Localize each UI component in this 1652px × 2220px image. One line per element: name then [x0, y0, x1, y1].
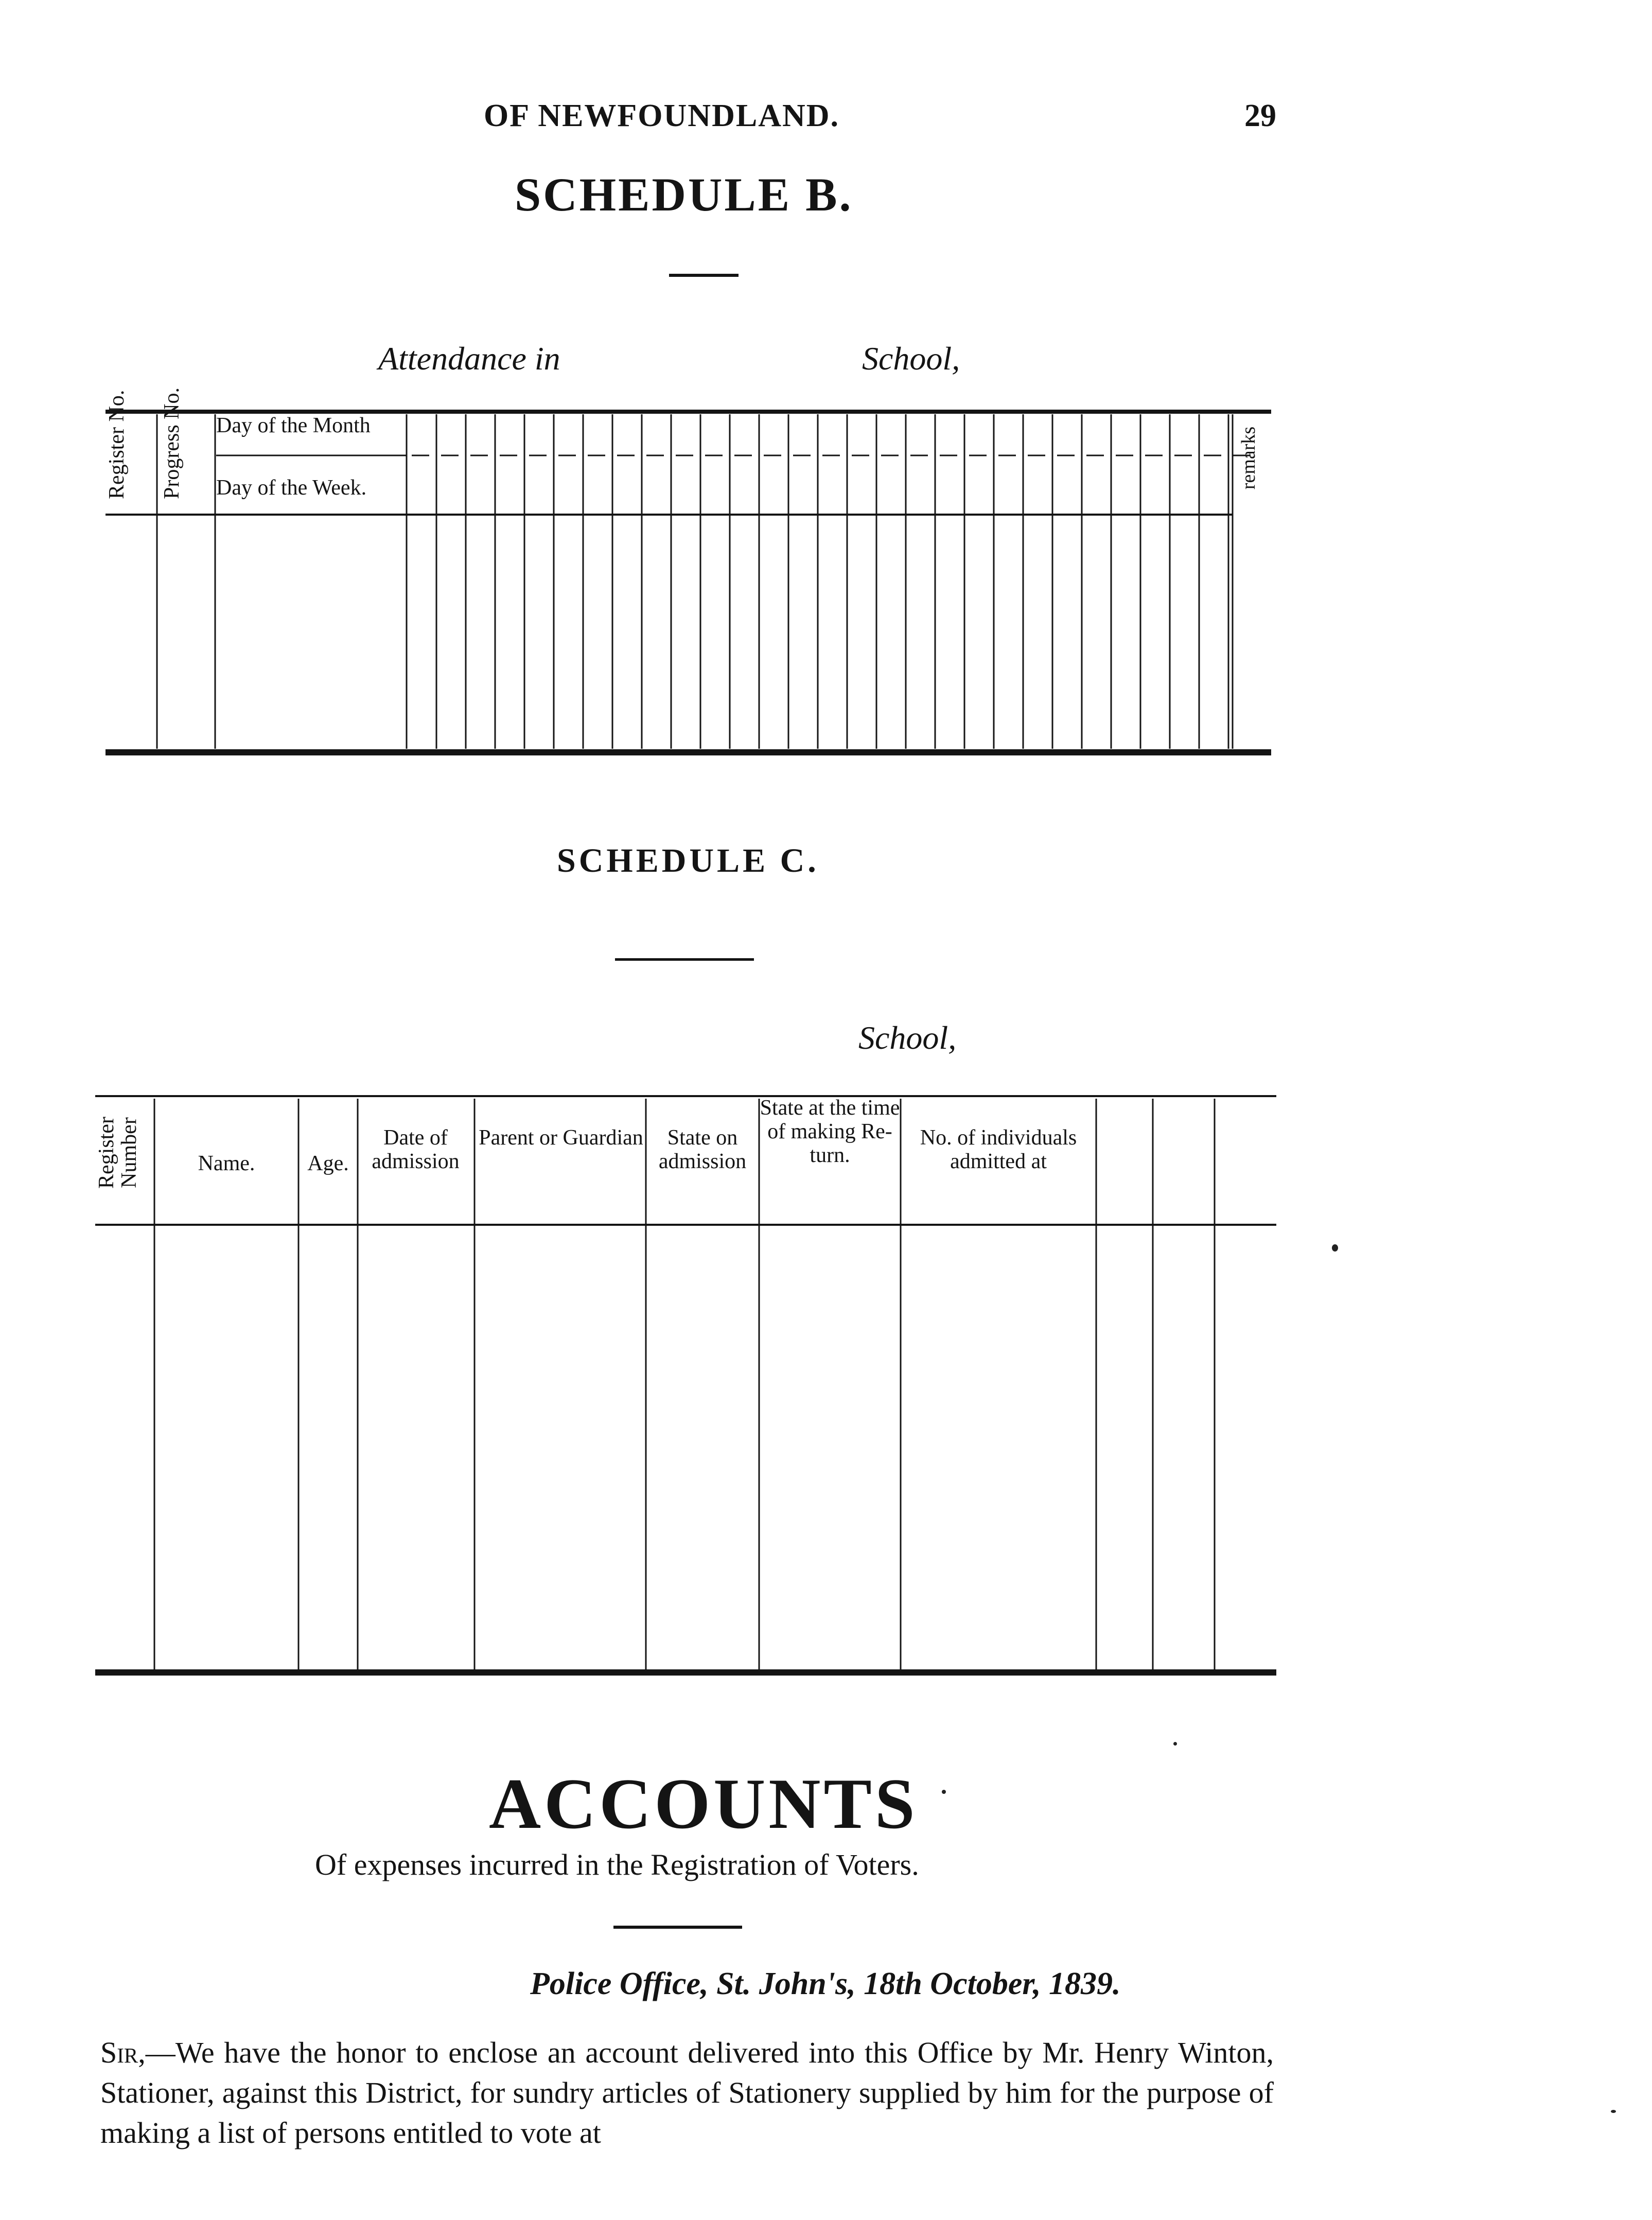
schedule-c-register-number-header: Register Number: [95, 1117, 141, 1189]
scan-speck: [1173, 1742, 1177, 1746]
schedule-b-day-of-month-header: Day of the Month: [216, 414, 371, 437]
schedule-b-progress-no-header: Progress No.: [160, 387, 184, 499]
schedule-c-age-header: Age.: [307, 1152, 349, 1175]
schedule-c-parent-or-guardian-header: Parent or Guardian: [479, 1126, 643, 1150]
schedule-b-caption-right: School,: [862, 340, 960, 377]
schedule-b-title: SCHEDULE B.: [515, 168, 853, 221]
accounts-subtitle: Of expenses incurred in the Registration of Voters.: [315, 1848, 919, 1881]
letter-dateline: Police Office, St. John's, 18th October, 1839.: [530, 1966, 1121, 2001]
running-title: OF NEWFOUNDLAND.: [484, 98, 840, 133]
letter-body: —We have the honor to enclose an account delivered into this Office by Mr. Henry Winton, Stationer, against this District, for sundry articles of Stationery supplied by him for the purpose of making a list of persons entitled to vote at: [100, 2036, 1274, 2149]
schedule-c-individuals-admitted-header: No. of individuals admitted at: [920, 1126, 1077, 1173]
schedule-c-caption-right: School,: [858, 1019, 957, 1056]
schedule-b-remarks-header: remarks: [1238, 426, 1259, 490]
schedule-c-name-header: Name.: [198, 1152, 255, 1175]
page-number: 29: [1244, 98, 1276, 133]
accounts-heading: ACCOUNTS: [489, 1764, 918, 1844]
scan-speck: [942, 1790, 946, 1794]
letter-paragraph: [100, 2033, 1274, 2153]
schedule-b-register-no-header: Register No.: [105, 390, 129, 499]
letter-salutation: Sir,: [100, 2036, 146, 2069]
scan-speck: [1332, 1244, 1338, 1252]
schedule-c-state-at-return-header: State at the time of making Re- turn.: [760, 1096, 900, 1167]
accounts-divider: [613, 1926, 742, 1929]
schedule-b-caption-left: Attendance in: [378, 340, 560, 377]
schedule-c-title: SCHEDULE C.: [557, 842, 819, 879]
schedule-c-state-on-admission-header: State on admission: [658, 1126, 747, 1173]
schedule-c-date-of-admission-header: Date of admission: [372, 1126, 460, 1173]
schedule-b-day-of-week-header: Day of the Week.: [216, 476, 367, 500]
scan-speck: [1611, 2110, 1616, 2113]
